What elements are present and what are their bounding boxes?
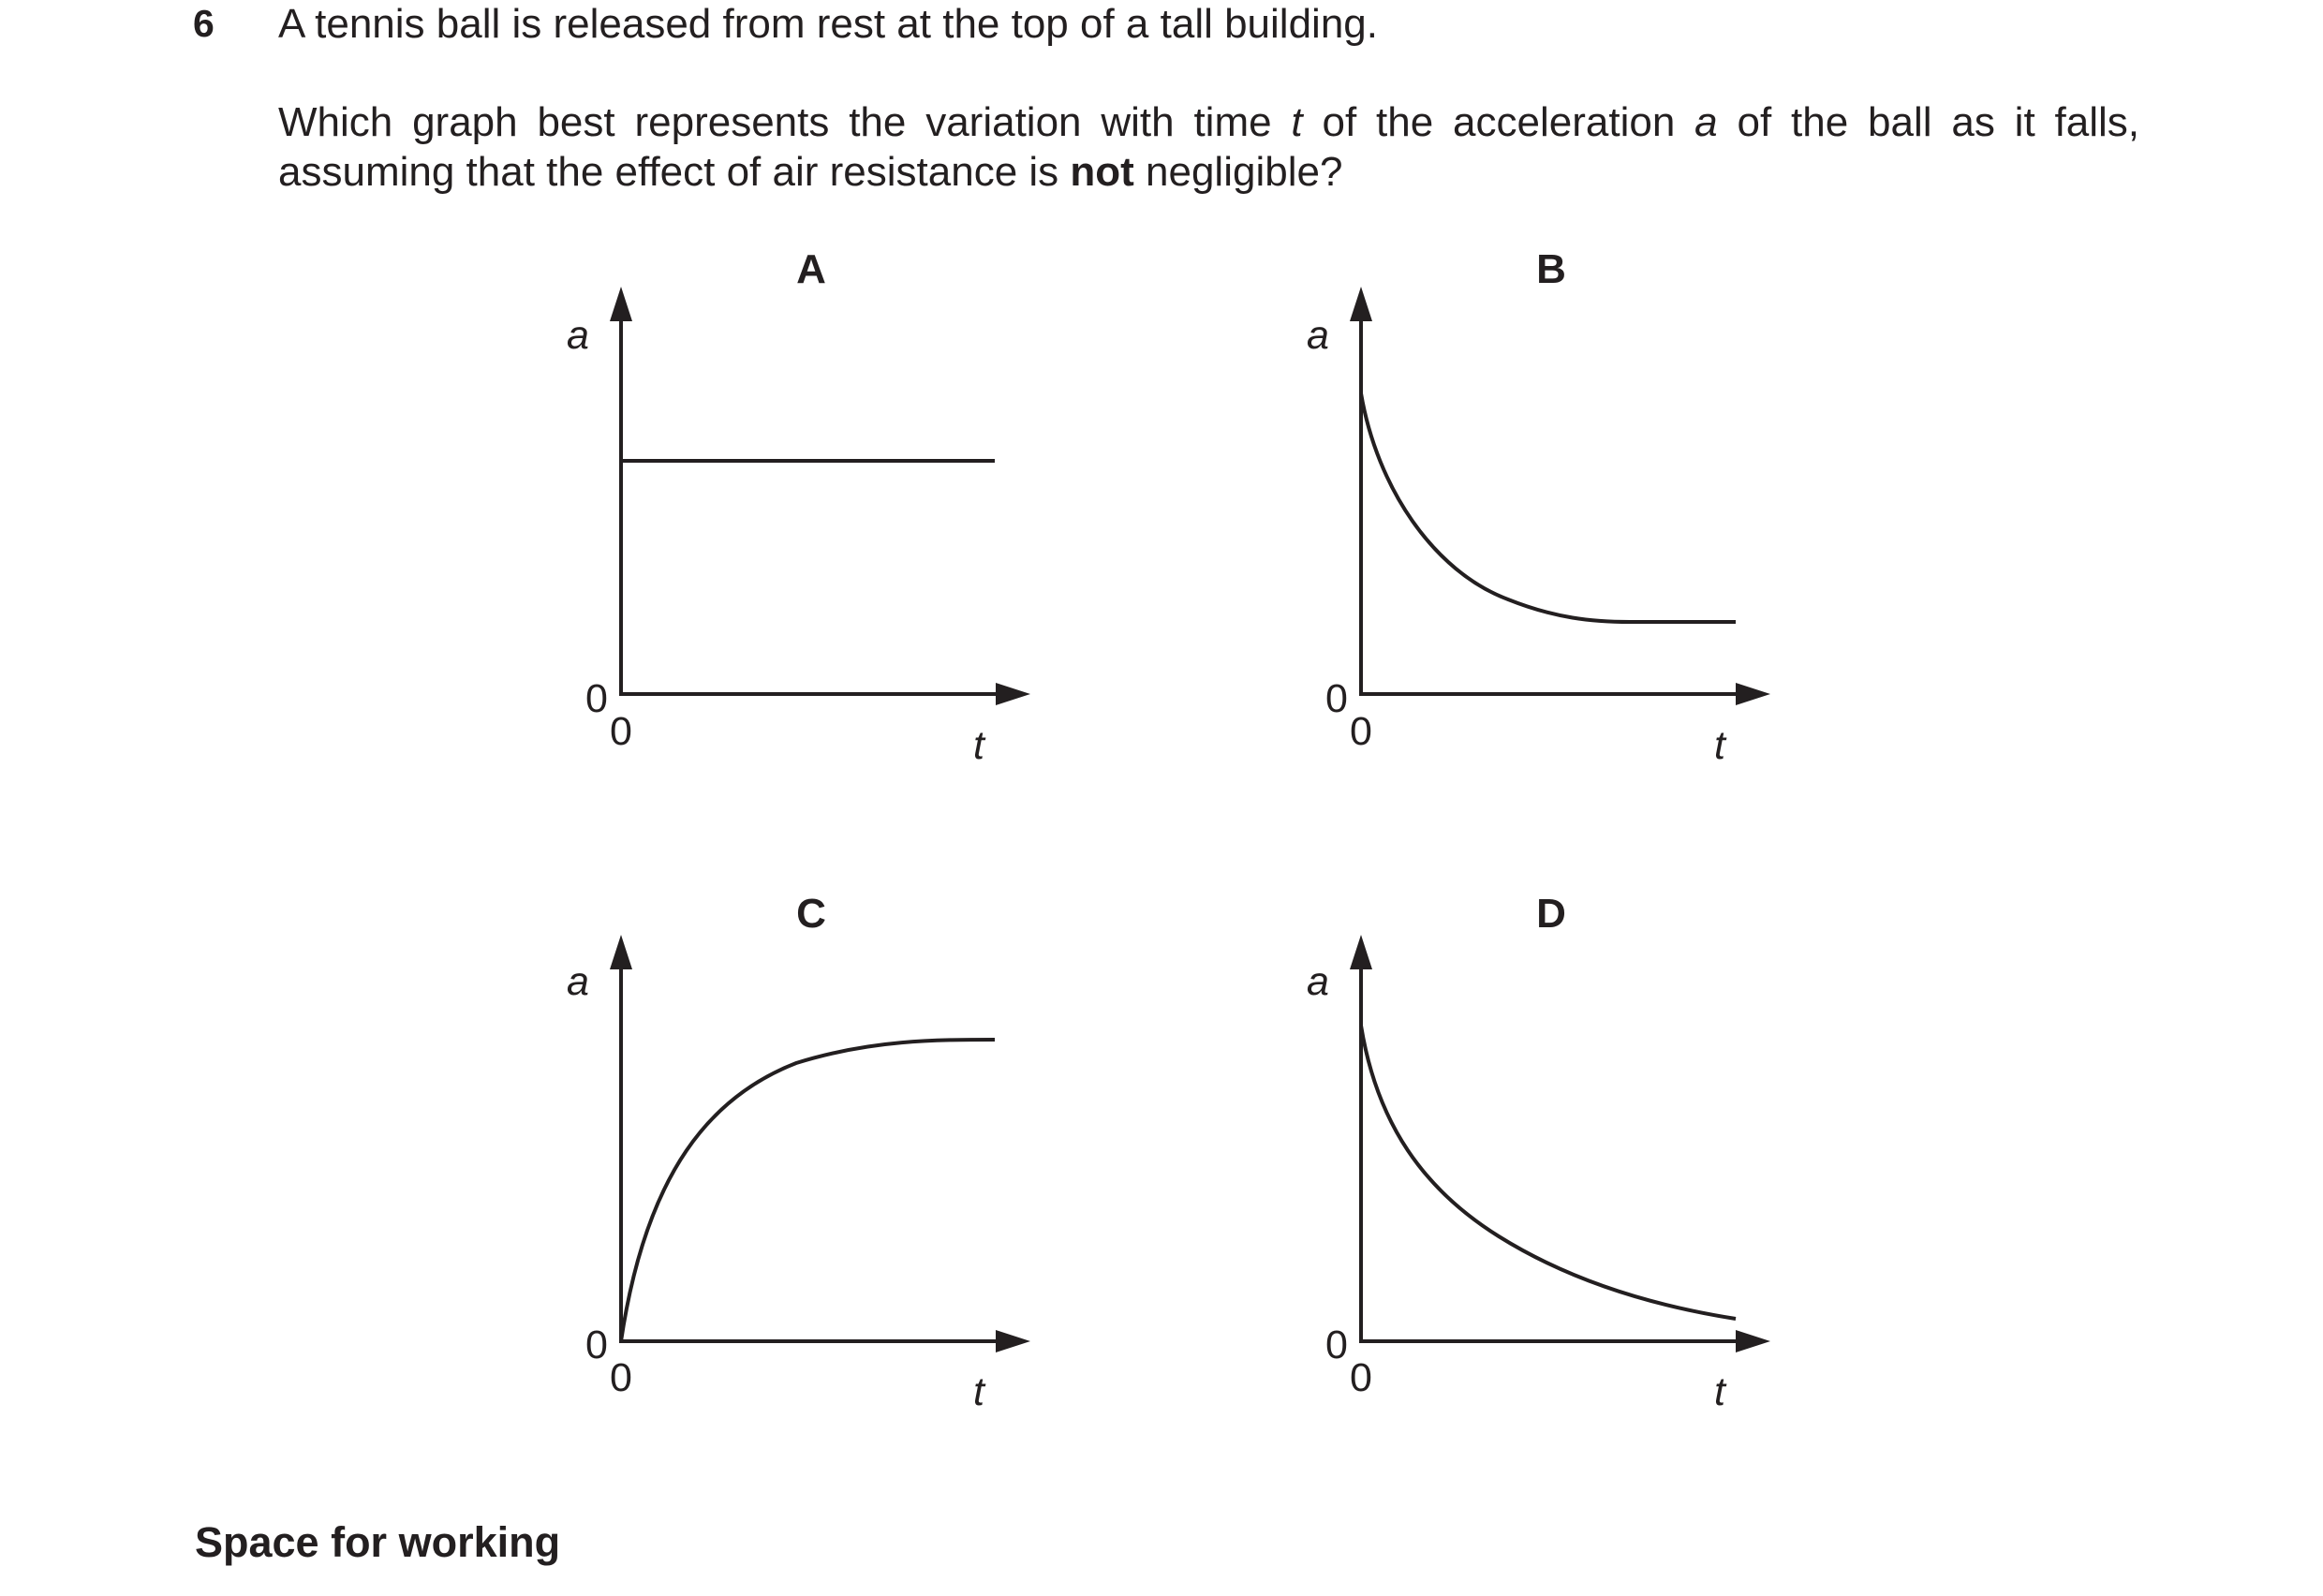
y-axis-label: a [1307,959,1329,1004]
question-number: 6 [193,2,215,45]
graph-d[interactable] [1307,891,1770,1414]
x-axis-label: t [973,723,984,768]
x-axis-arrowhead [996,683,1030,705]
graph-a[interactable] [567,246,1030,768]
prompt-text-3: of the ball as it falls, assuming that the effect of air resistance is [278,99,2139,195]
y-axis-label: a [1307,313,1329,358]
space-for-working-label: Space for working [195,1518,561,1566]
x-axis-arrowhead [996,1330,1030,1352]
prompt-text-2: of the acceleration [1302,99,1695,145]
option-label-d: D [1536,891,1566,937]
y-axis-arrowhead [610,287,632,321]
y-origin-label: 0 [1325,1323,1348,1367]
y-axis-label: a [567,313,589,358]
y-axis-label: a [567,959,589,1004]
acceleration-curve [1361,1026,1736,1319]
y-origin-label: 0 [1325,676,1348,721]
option-label-b: B [1536,246,1566,292]
x-origin-label: 0 [610,709,632,754]
acceleration-curve [621,1040,995,1341]
prompt-text-1: Which graph best represents the variation with time [278,99,1292,145]
y-origin-label: 0 [585,676,608,721]
x-axis-label: t [1714,723,1725,768]
variable-t: t [1291,99,1303,145]
variable-a: a [1694,99,1718,145]
x-origin-label: 0 [1350,1355,1372,1400]
option-label-a: A [796,246,826,292]
x-axis-label: t [973,1369,984,1414]
x-axis-arrowhead [1736,683,1770,705]
x-origin-label: 0 [1350,709,1372,754]
acceleration-curve [1361,393,1736,622]
prompt-text-4: negligible? [1133,149,1343,195]
question-stem: A tennis ball is released from rest at the top of a tall building. [278,1,1378,47]
option-label-c: C [796,891,826,937]
y-axis-arrowhead [610,935,632,969]
x-origin-label: 0 [610,1355,632,1400]
y-origin-label: 0 [585,1323,608,1367]
emphasis-not: not [1070,149,1134,195]
x-axis-label: t [1714,1369,1725,1414]
x-axis-arrowhead [1736,1330,1770,1352]
y-axis-arrowhead [1350,935,1372,969]
graph-b[interactable] [1307,246,1770,768]
graph-c[interactable] [567,891,1030,1414]
y-axis-arrowhead [1350,287,1372,321]
